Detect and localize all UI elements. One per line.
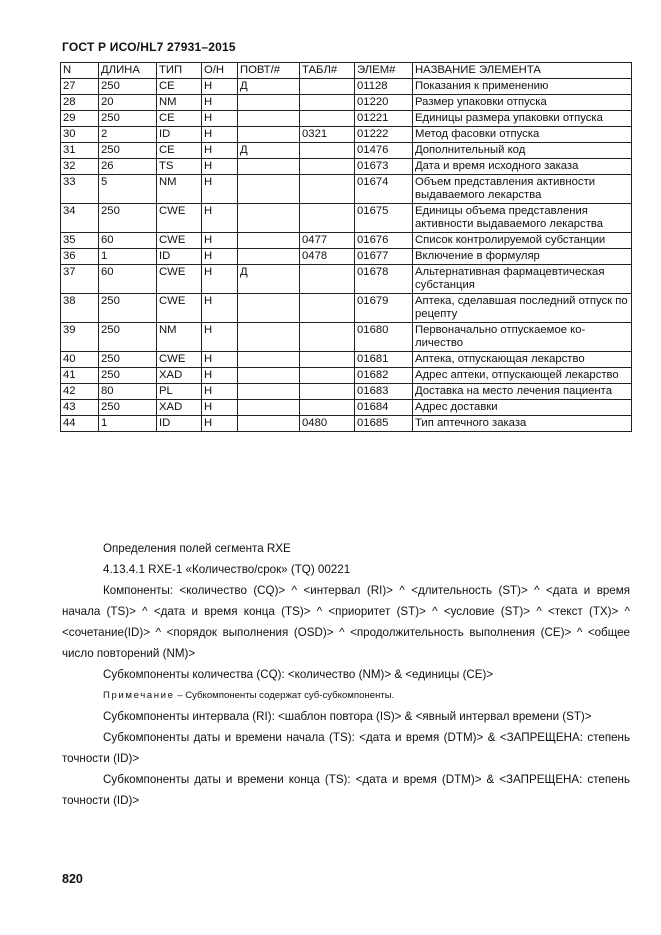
table-cell: Н — [202, 143, 238, 159]
table-cell: CWE — [157, 265, 202, 294]
table-cell: 38 — [61, 294, 99, 323]
table-cell: CWE — [157, 204, 202, 233]
table-cell: 01677 — [355, 249, 413, 265]
table-cell: 250 — [99, 294, 157, 323]
table-cell — [300, 143, 355, 159]
table-row — [61, 95, 632, 111]
interval-subcomponents: Субкомпоненты интервала (RI): <шаблон повтора (IS)> & <явный интервал времени (ST)> — [103, 710, 592, 723]
table-row — [61, 249, 632, 265]
table-cell: Д — [238, 79, 300, 95]
table-cell: 37 — [61, 265, 99, 294]
table-row — [61, 143, 632, 159]
table-cell: 0478 — [300, 249, 355, 265]
table-cell: Н — [202, 384, 238, 400]
table-cell — [238, 127, 300, 143]
table-cell: 40 — [61, 352, 99, 368]
table-cell: CWE — [157, 233, 202, 249]
table-row — [61, 233, 632, 249]
table-cell: TS — [157, 159, 202, 175]
element-name-cell: Размер упаковки отпуска — [413, 95, 632, 111]
table-cell: 41 — [61, 368, 99, 384]
table-cell: Н — [202, 111, 238, 127]
table-cell: 250 — [99, 111, 157, 127]
table-cell: 31 — [61, 143, 99, 159]
start-time-subcomponents: Субкомпоненты даты и времени начала (TS): <дата и время (DTM)> & <ЗАПРЕЩЕНА: степень точности (ID)> — [62, 731, 630, 765]
table-cell: Н — [202, 400, 238, 416]
table-cell: Н — [202, 368, 238, 384]
table-cell: 5 — [99, 175, 157, 204]
column-header: НАЗВАНИЕ ЭЛЕМЕНТА — [413, 63, 632, 79]
column-header: ЭЛЕМ# — [355, 63, 413, 79]
table-cell — [300, 265, 355, 294]
table-cell: CE — [157, 111, 202, 127]
table-cell — [300, 400, 355, 416]
element-name-cell: Метод фасовки отпуска — [413, 127, 632, 143]
table-cell: 80 — [99, 384, 157, 400]
table-cell — [238, 384, 300, 400]
table-cell — [300, 294, 355, 323]
element-name-cell: Единицы размера упаковки отпуска — [413, 111, 632, 127]
table-row — [61, 265, 632, 294]
table-cell: 01476 — [355, 143, 413, 159]
table-cell — [300, 95, 355, 111]
table-cell — [300, 159, 355, 175]
element-name-cell: Объем представления активности выдаваемого лекарства — [413, 175, 632, 204]
table-row — [61, 111, 632, 127]
table-cell: Н — [202, 233, 238, 249]
element-name-cell: Доставка на место лечения пациента — [413, 384, 632, 400]
table-cell: Д — [238, 143, 300, 159]
column-header: N — [61, 63, 99, 79]
table-cell: CWE — [157, 352, 202, 368]
table-cell: Н — [202, 416, 238, 432]
table-cell — [300, 384, 355, 400]
table-cell: 27 — [61, 79, 99, 95]
table-cell — [300, 175, 355, 204]
table-cell: 34 — [61, 204, 99, 233]
table-cell: NM — [157, 175, 202, 204]
table-cell: 28 — [61, 95, 99, 111]
table-row — [61, 79, 632, 95]
table-cell: 250 — [99, 400, 157, 416]
element-name-cell: Показания к применению — [413, 79, 632, 95]
table-cell: XAD — [157, 400, 202, 416]
table-cell: 60 — [99, 233, 157, 249]
table-cell — [238, 111, 300, 127]
table-cell: 250 — [99, 368, 157, 384]
table-row — [61, 368, 632, 384]
table-cell: Н — [202, 204, 238, 233]
table-row — [61, 416, 632, 432]
element-name-cell: Аптека, сделавшая последний отпуск по рецепту — [413, 294, 632, 323]
table-cell: 250 — [99, 352, 157, 368]
table-cell — [238, 204, 300, 233]
table-cell: Н — [202, 249, 238, 265]
table-cell: Н — [202, 323, 238, 352]
table-cell: 01673 — [355, 159, 413, 175]
note-paragraph — [62, 685, 630, 706]
segment-fields-table — [60, 62, 632, 432]
table-cell: 01222 — [355, 127, 413, 143]
table-cell: Н — [202, 175, 238, 204]
table-cell: 1 — [99, 249, 157, 265]
element-name-cell: Тип аптечного заказа — [413, 416, 632, 432]
table-cell: 250 — [99, 79, 157, 95]
table-cell: 01676 — [355, 233, 413, 249]
table-cell: 01680 — [355, 323, 413, 352]
note-text: – Субкомпоненты содержат суб-субкомпоненты. — [174, 690, 395, 701]
table-cell: 01682 — [355, 368, 413, 384]
table-cell: Н — [202, 79, 238, 95]
table-cell: CE — [157, 143, 202, 159]
table-row — [61, 294, 632, 323]
table-header-row — [61, 63, 632, 79]
element-name-cell: Адрес аптеки, отпускающей лекарство — [413, 368, 632, 384]
table-cell: 01674 — [355, 175, 413, 204]
table-cell: 01675 — [355, 204, 413, 233]
table-cell — [238, 352, 300, 368]
table-row — [61, 175, 632, 204]
table-cell: 36 — [61, 249, 99, 265]
table-cell: ID — [157, 416, 202, 432]
table-row — [61, 204, 632, 233]
table-cell — [300, 204, 355, 233]
table-cell: PL — [157, 384, 202, 400]
table-cell: 0480 — [300, 416, 355, 432]
table-row — [61, 400, 632, 416]
table-cell: 01221 — [355, 111, 413, 127]
table-cell: 250 — [99, 204, 157, 233]
table-cell: ID — [157, 127, 202, 143]
table-cell: 42 — [61, 384, 99, 400]
table-cell — [238, 249, 300, 265]
table-cell: 01685 — [355, 416, 413, 432]
table-cell: Н — [202, 159, 238, 175]
table-cell — [238, 95, 300, 111]
table-cell: 30 — [61, 127, 99, 143]
element-name-cell: Включение в формуляр — [413, 249, 632, 265]
table-cell: 250 — [99, 143, 157, 159]
column-header: ТАБЛ# — [300, 63, 355, 79]
table-cell: NM — [157, 323, 202, 352]
table-cell — [300, 352, 355, 368]
note-label: Примечание — [103, 690, 175, 701]
table-row — [61, 384, 632, 400]
table-cell: 32 — [61, 159, 99, 175]
components-paragraph: Компоненты: <количество (CQ)> ^ <интервал (RI)> ^ <длительность (ST)> ^ <дата и время начала (TS)> ^ <дата и время конца (TS)> ^ <приоритет (ST)> ^ <условие (ST)> ^ <текст (TX)> ^ <сочетание(ID)> ^ <порядок выполнения (OSD)> ^ <продолжительность выполнения (CE)> ^ <общее число повторений (NM)> — [62, 584, 630, 660]
table-cell: 01220 — [355, 95, 413, 111]
element-name-cell: Список контролируемой субстанции — [413, 233, 632, 249]
table-cell: 250 — [99, 323, 157, 352]
table-cell: Н — [202, 294, 238, 323]
table-cell: 01679 — [355, 294, 413, 323]
element-name-cell: Адрес доставки — [413, 400, 632, 416]
table-cell: CWE — [157, 294, 202, 323]
table-cell — [300, 111, 355, 127]
table-cell: 2 — [99, 127, 157, 143]
table-cell: 20 — [99, 95, 157, 111]
column-header: ДЛИНА — [99, 63, 157, 79]
table-body — [61, 79, 632, 432]
element-name-cell: Дополнительный код — [413, 143, 632, 159]
table-cell: CE — [157, 79, 202, 95]
document-code: ГОСТ Р ИСО/HL7 27931–2015 — [62, 40, 236, 54]
end-time-subcomponents: Субкомпоненты даты и времени конца (TS): <дата и время (DTM)> & <ЗАПРЕЩЕНА: степень точности (ID)> — [62, 773, 630, 807]
table-cell — [238, 175, 300, 204]
table-cell: Н — [202, 265, 238, 294]
table-row — [61, 159, 632, 175]
element-name-cell: Аптека, отпускающая лекарство — [413, 352, 632, 368]
section-title: Определения полей сегмента RXE — [103, 542, 291, 555]
table-cell: ID — [157, 249, 202, 265]
table-row — [61, 323, 632, 352]
table-cell — [238, 233, 300, 249]
table-cell: 29 — [61, 111, 99, 127]
subsection-heading: 4.13.4.1 RXE-1 «Количество/срок» (TQ) 00221 — [103, 563, 351, 576]
column-header: ПОВТ/# — [238, 63, 300, 79]
element-name-cell: Единицы объема представления активности выдаваемого лекарства — [413, 204, 632, 233]
table-cell: 01128 — [355, 79, 413, 95]
table-cell: 44 — [61, 416, 99, 432]
page-number: 820 — [62, 872, 83, 886]
table-cell: 39 — [61, 323, 99, 352]
column-header: ТИП — [157, 63, 202, 79]
table-cell: Н — [202, 352, 238, 368]
table-cell — [238, 368, 300, 384]
element-name-cell: Первоначально отпускаемое количество — [413, 323, 632, 352]
table-cell: 43 — [61, 400, 99, 416]
element-name-cell: Дата и время исходного заказа — [413, 159, 632, 175]
table-cell — [238, 294, 300, 323]
table-cell: 35 — [61, 233, 99, 249]
table-cell: Д — [238, 265, 300, 294]
table-cell: 01678 — [355, 265, 413, 294]
table-cell — [300, 323, 355, 352]
table-cell — [300, 368, 355, 384]
table-cell: XAD — [157, 368, 202, 384]
table-cell — [238, 400, 300, 416]
table-cell: 0321 — [300, 127, 355, 143]
table-cell: 60 — [99, 265, 157, 294]
table-cell: NM — [157, 95, 202, 111]
table-cell: Н — [202, 127, 238, 143]
table-cell: 01684 — [355, 400, 413, 416]
table-cell — [238, 416, 300, 432]
table-cell: 33 — [61, 175, 99, 204]
element-name-cell: Альтернативная фармацевтическая субстанция — [413, 265, 632, 294]
table-row — [61, 352, 632, 368]
table-cell: 1 — [99, 416, 157, 432]
table-cell: Н — [202, 95, 238, 111]
table-cell: 0477 — [300, 233, 355, 249]
table-cell: 01681 — [355, 352, 413, 368]
field-definitions — [62, 538, 630, 811]
quantity-subcomponents: Субкомпоненты количества (CQ): <количество (NM)> & <единицы (CE)> — [103, 668, 494, 681]
table-cell — [238, 159, 300, 175]
table-cell: 26 — [99, 159, 157, 175]
column-header: О/Н — [202, 63, 238, 79]
table-cell: 01683 — [355, 384, 413, 400]
table-cell — [300, 79, 355, 95]
table-row — [61, 127, 632, 143]
table-cell — [238, 323, 300, 352]
